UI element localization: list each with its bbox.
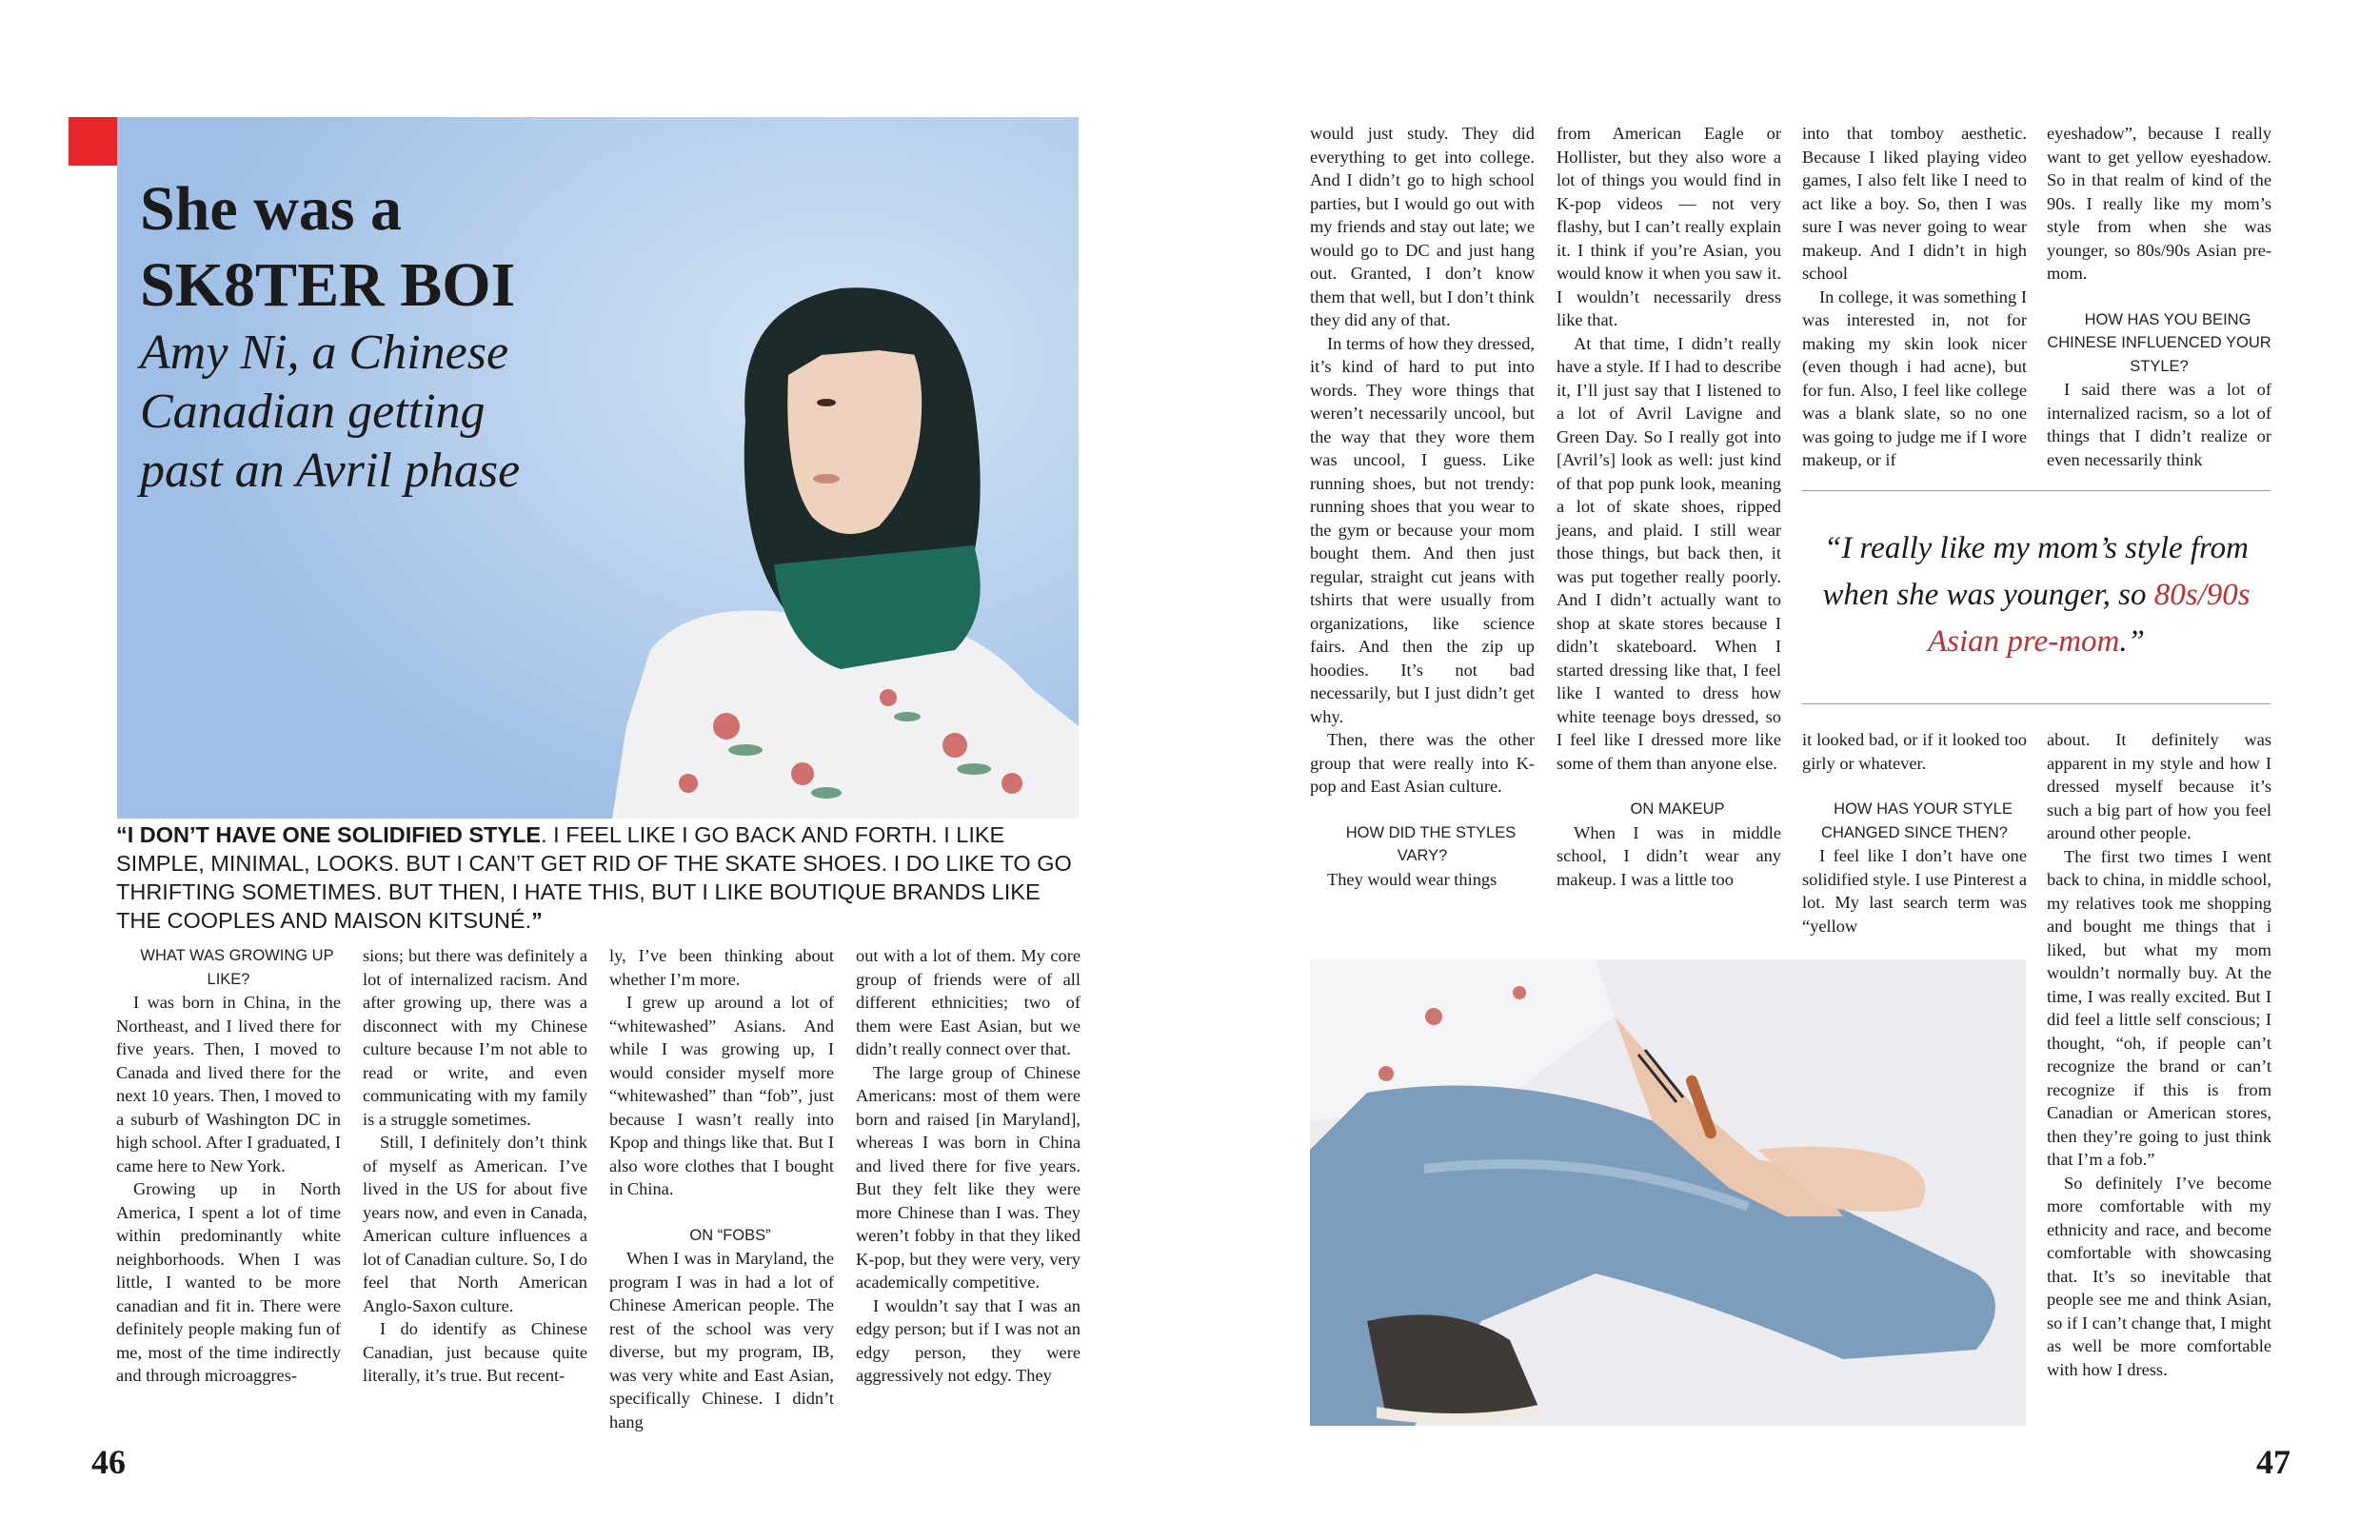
paragraph: ly, I’ve been thinking about whether I’m more. <box>609 946 834 989</box>
headline <box>140 171 515 324</box>
paragraph: I was born in China, in the Northeast, and I lived there for five years. Then, I moved to Canada and lived there for the next 10 years. Then, I moved to a suburb of Washington DC in high school. After I graduated, I came here to New York. <box>116 993 341 1175</box>
right-column-1 <box>1310 122 1535 891</box>
pull-quote-right-text: “I really like my mom’s style from when she was younger, so <box>1822 531 2250 612</box>
paragraph: In college, it was something I was interested in, not for making my skin look nicer (even though i had acne), but for fun. Also, I feel like college was a blank slate, so no one was going to judge me if I wore makeup, or if <box>1802 286 2027 469</box>
headline-line-2: SK8TER BOI <box>140 250 516 320</box>
right-column-3-top <box>1802 122 2027 472</box>
paragraph: So definitely I’ve become more comfortable with my ethnicity and race, and become comfortable with showcasing that. It’s so inevitable that people see me and think Asian, so if I can’t change that, I might as well be more comfortable with how I dress. <box>2047 1173 2271 1379</box>
paragraph: When I was in Maryland, the program I was in had a lot of Chinese American people. The rest of the school was very diverse, but my program, IB, was very white and East Asian, specifically Chinese. I didn’t hang <box>609 1249 834 1431</box>
paragraph: In terms of how they dressed, it’s kind of hard to put into words. They wore things that weren’t necessarily uncool, but the way that they wore them was uncool, I guess. Like running shoes, but not trendy: running shoes that you wear to the gym or because your mom bought them. And then just regular, straight cut jeans with tshirts that were usually from organizations, like science fairs. And then the zip up hoodies. It’s not bad necessarily, but I just didn’t get why. <box>1310 333 1535 726</box>
left-column-2 <box>363 944 587 1388</box>
paragraph: would just study. They did everything to get into college. And I didn’t go to high school parties, but I would go out with my friends and stay out late; we would go to DC and just hang out. Granted, I don’t know them that well, but I don’t think they did any of that. <box>1310 124 1535 329</box>
subhead-line-1: Amy Ni, a Chinese <box>140 326 509 380</box>
right-column-3-bottom <box>1802 728 2027 938</box>
paragraph: from American Eagle or Hollister, but they also wore a lot of things you would find in K-pop videos — not very flashy, but I can’t really explain it. I think if you’re Asian, you would know it when you saw it. I wouldn’t necessarily dress like that. <box>1557 124 1781 329</box>
paragraph: They would wear things <box>1327 869 1497 889</box>
paragraph: about. It definitely was apparent in my style and how I dressed myself because it’s such a big part of how you feel around other people. <box>2047 730 2271 842</box>
left-column-3 <box>609 944 834 1433</box>
paragraph: I wouldn’t say that I was an edgy person; but if I was not an edgy person, they were aggressively not edgy. They <box>856 1295 1081 1385</box>
pull-quote-right-end: .” <box>2119 624 2145 659</box>
pull-quote-left-end: ” <box>531 908 543 933</box>
right-column-2 <box>1557 122 1781 891</box>
paragraph: I do identify as Chinese Canadian, just because quite literally, it’s true. But recent- <box>363 1319 587 1385</box>
paragraph: Growing up in North America, I spent a lot of time within predominantly white neighborhoods. When I was little, I wanted to be more canadian and fit in. There were definitely people making fun of me, most of the time indirectly and through microaggres- <box>116 1179 341 1385</box>
subhead <box>140 324 673 501</box>
pull-quote-right-accent: 80s/90s Asian pre-mom <box>1928 578 2251 659</box>
paragraph: I said there was a lot of internalized racism, so a lot of things that I didn’t realize or even necessarily think <box>2047 380 2271 469</box>
seated-jeans-photo-icon <box>1310 959 2026 1426</box>
subhead-line-2: Canadian getting <box>140 385 486 439</box>
paragraph: eyeshadow”, because I really want to get yellow eyeshadow. So in that realm of kind of the 90s. I really like my mom’s style from when she was younger, so 80s/90s Asian pre-mom. <box>2047 124 2271 283</box>
paragraph: When I was in middle school, I didn’t wear any makeup. I was a little too <box>1557 822 1781 889</box>
pull-quote-right <box>1802 525 2271 665</box>
paragraph: sions; but there was definitely a lot of internalized racism. And after growing up, there was a disconnect with my Chinese culture because I’m not able to read or write, and even communicating with my family is a struggle sometimes. <box>363 946 587 1129</box>
paragraph: Then, there was the other group that were really into K-pop and East Asian culture. <box>1310 730 1535 796</box>
paragraph: out with a lot of them. My core group of friends were of all different ethnicities; two of them were East Asian, but we didn’t really connect over that. <box>856 946 1081 1058</box>
left-column-1 <box>116 944 341 1388</box>
pull-quote-left-bold: “I DON’T HAVE ONE SOLIDIFIED STYLE <box>116 822 542 847</box>
subhead-line-3: past an Avril phase <box>140 444 521 498</box>
paragraph: I grew up around a lot of “whitewashed” Asians. And while I was growing up, I would consider myself more “whitewashed” than “fob”, just because I wasn’t really into Kpop and things like that. But I also wore clothes that I bought in China. <box>609 993 834 1198</box>
subheading: ON MAKEUP <box>1630 800 1725 818</box>
page-number-left: 46 <box>91 1443 126 1481</box>
subheading: HOW HAS YOU BEING CHINESE INFLUENCED YOUR STYLE? <box>2047 310 2271 375</box>
subheading: ON “FOBS” <box>689 1226 771 1244</box>
headline-line-1: She was a <box>140 174 403 244</box>
page-number-right: 47 <box>2256 1443 2291 1481</box>
paragraph: At that time, I didn’t really have a style. If I had to describe it, I’ll just say that I listened to a lot of Avril Lavigne and Green Day. So I really got into [Avril’s] look as well: just kind of that pop punk look, meaning a lot of skate shoes, ripped jeans, and plaid. I still wear those things, but back then, it was put together really poorly. And I didn’t actually want to shop at skate stores because I didn’t skateboard. When I started dressing like that, I feel like I wanted to dress how white teenage boys dressed, so I feel like I dressed more like some of them than anyone else. <box>1557 333 1781 773</box>
paragraph: The first two times I went back to china, in middle school, my relatives took me shopping and bought me things that i liked, but what my mom wouldn’t normally buy. At the time, I was really excited. But I did feel a little self conscious; I thought, “oh, if people can’t recognize the brand or can’t recognize if this is from Canadian or American stores, then they’re going to just think that I’m a fob.” <box>2047 846 2271 1169</box>
right-column-4-top <box>2047 122 2271 471</box>
paragraph: it looked bad, or if it looked too girly or whatever. <box>1802 730 2027 773</box>
paragraph: into that tomboy aesthetic. Because I liked playing video games, I also felt like I need to act like a boy. So, then I was sure I was never going to wear makeup. And I didn’t in high school <box>1802 124 2027 283</box>
paragraph: I feel like I don’t have one solidified style. I use Pinterest a lot. My last search term was “yellow <box>1802 846 2027 936</box>
pull-quote-left <box>116 820 1087 935</box>
subheading: WHAT WAS GROWING UP LIKE? <box>140 947 334 988</box>
subheading: HOW HAS YOUR STYLE CHANGED SINCE THEN? <box>1821 800 2013 841</box>
paragraph: The large group of Chinese Americans: most of them were born and raised [in Maryland], whereas I was born in China and lived there for five years. But they felt like they were more Chinese than I was. They weren’t fobby in that they liked K-pop, but they were very, very academically competitive. <box>856 1062 1081 1292</box>
accent-square <box>69 117 117 166</box>
pull-quote-left-rest: . I FEEL LIKE I GO BACK AND FORTH. I LIKE SIMPLE, MINIMAL, LOOKS. BUT I CAN’T GET RID OF THE SKATE SHOES. I DO LIKE TO GO THRIFTING SOMETIMES. BUT THEN, I HATE THIS, BUT I LIKE BOUTIQUE BRANDS LIKE THE COOPLES AND MAISON KITSUNÉ. <box>116 822 1072 933</box>
subheading: HOW DID THE STYLES VARY? <box>1345 823 1517 864</box>
seated-jeans-photo <box>1310 959 2026 1426</box>
left-column-4 <box>856 944 1081 1388</box>
right-column-4-bottom <box>2047 728 2271 1381</box>
paragraph: Still, I definitely don’t think of myself as American. I’ve lived in the US for about five years now, and even in Canada, American culture influences a lot of Canadian culture. So, I do feel that North American Anglo-Saxon culture. <box>363 1133 587 1315</box>
